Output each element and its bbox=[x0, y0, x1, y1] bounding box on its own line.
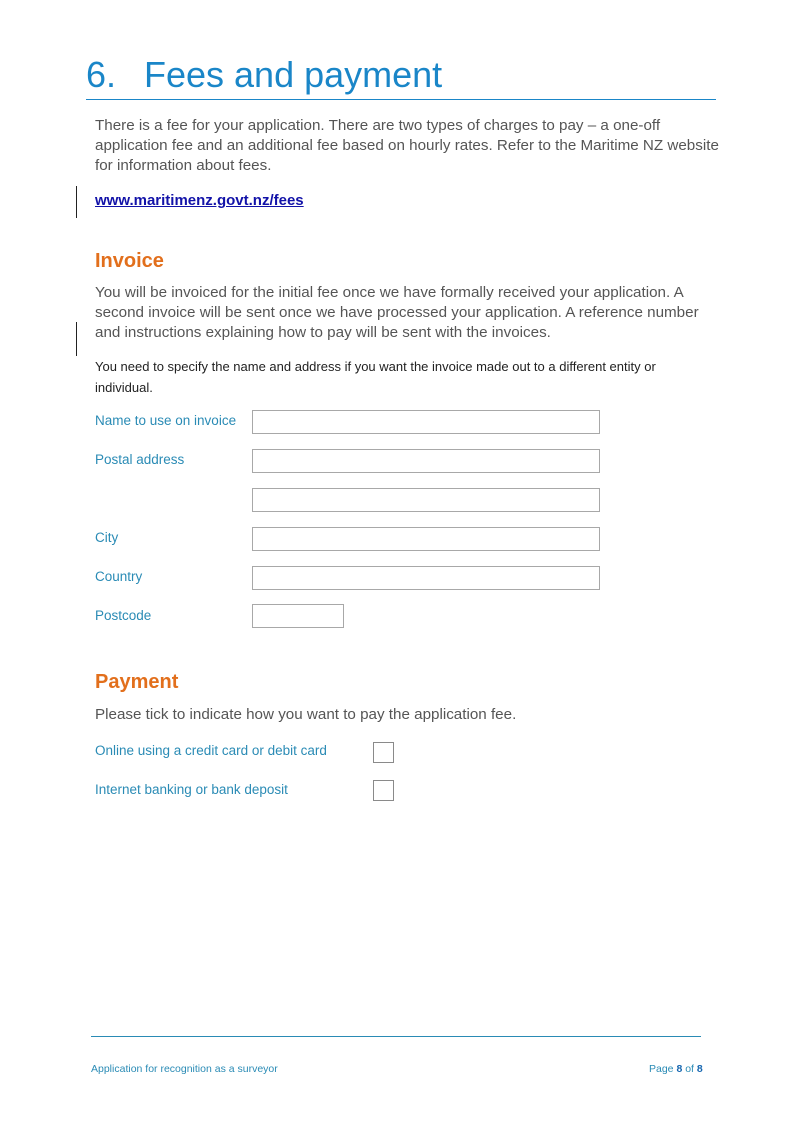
online-card-checkbox[interactable] bbox=[373, 742, 394, 763]
country-label: Country bbox=[95, 569, 143, 584]
page-total: 8 bbox=[696, 1063, 703, 1075]
payment-heading: Payment bbox=[95, 671, 179, 693]
name-label: Name to use on invoice bbox=[95, 413, 237, 428]
change-bar bbox=[76, 322, 77, 356]
invoice-heading: Invoice bbox=[95, 250, 164, 272]
footer-rule bbox=[91, 1036, 701, 1037]
heading-rule bbox=[86, 99, 716, 100]
footer-document-title: Application for recognition as a surveyor bbox=[91, 1063, 278, 1075]
fees-link[interactable]: www.maritimenz.govt.nz/fees bbox=[95, 192, 304, 209]
page-title bbox=[86, 54, 442, 96]
city-input[interactable] bbox=[252, 527, 600, 551]
section-number: 6. bbox=[86, 54, 117, 95]
postcode-label: Postcode bbox=[95, 608, 152, 623]
page-of: of bbox=[685, 1063, 694, 1075]
bank-deposit-checkbox[interactable] bbox=[373, 780, 394, 801]
page-current: 8 bbox=[676, 1063, 683, 1075]
section-title: Fees and payment bbox=[144, 54, 443, 95]
country-input[interactable] bbox=[252, 566, 600, 590]
postcode-input[interactable] bbox=[252, 604, 344, 628]
invoice-note: You need to specify the name and address if you want the invoice made out to a different entity or individual. bbox=[95, 359, 656, 395]
payment-option-label: Online using a credit card or debit card bbox=[95, 743, 327, 758]
page-number bbox=[649, 1063, 703, 1075]
invoice-paragraph: You will be invoiced for the initial fee once we have formally received your application. A second invoice will be sent once we have processed your application. A reference number and instructions explaining how to pay will be sent with the invoices. bbox=[95, 284, 699, 341]
postal-address-line2-input[interactable] bbox=[252, 488, 600, 512]
payment-instruction: Please tick to indicate how you want to pay the application fee. bbox=[95, 706, 517, 723]
change-bar bbox=[76, 186, 77, 218]
postal-address-line1-input[interactable] bbox=[252, 449, 600, 473]
city-label: City bbox=[95, 530, 119, 545]
invoice-name-input[interactable] bbox=[252, 410, 600, 434]
postal-address-label: Postal address bbox=[95, 452, 185, 467]
intro-paragraph: There is a fee for your application. There are two types of charges to pay – a one-off application fee and an additional fee based on hourly rates. Refer to the Maritime NZ website for information about fees. bbox=[95, 117, 719, 174]
page-word: Page bbox=[649, 1063, 674, 1075]
payment-option-label: Internet banking or bank deposit bbox=[95, 782, 288, 797]
